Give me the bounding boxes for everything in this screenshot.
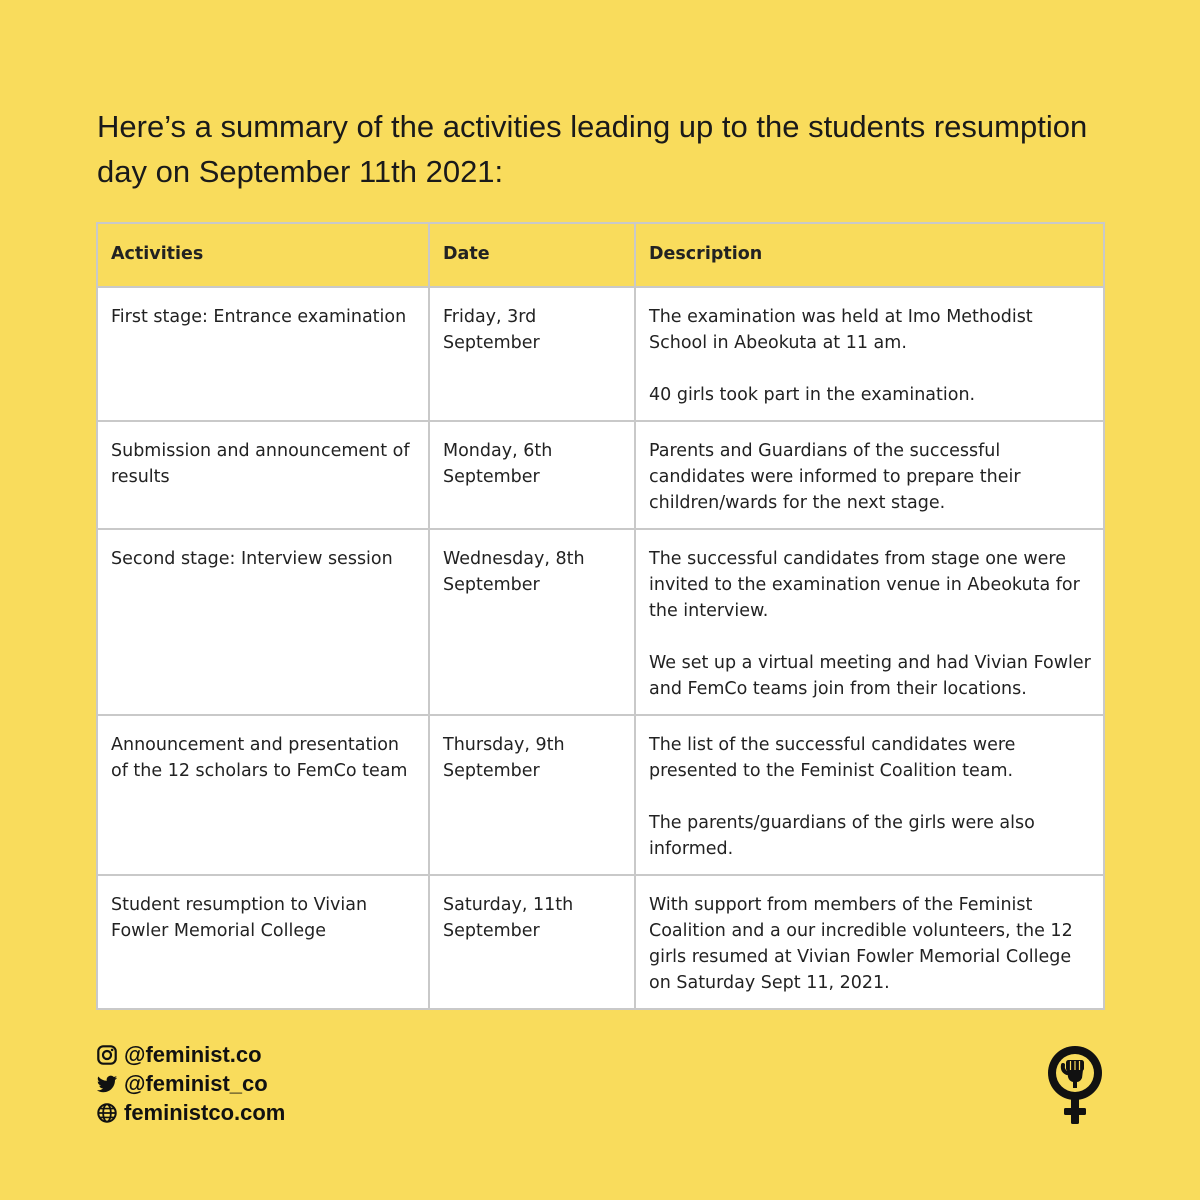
column-header-date: Date [429, 223, 635, 287]
column-header-description: Description [635, 223, 1104, 287]
activity-cell: Announcement and presentation of the 12 scholars to FemCo team [97, 715, 429, 875]
instagram-icon [96, 1044, 118, 1066]
date-cell: Monday, 6th September [429, 421, 635, 529]
instagram-link[interactable] [96, 1040, 285, 1069]
instagram-handle[interactable]: @feminist.co [124, 1042, 262, 1067]
website-url[interactable]: feministco.com [124, 1100, 286, 1125]
activities-table [96, 222, 1105, 1010]
activity-cell: Second stage: Interview session [97, 529, 429, 715]
column-header-activities: Activities [97, 223, 429, 287]
description-cell [635, 875, 1104, 1009]
description-cell [635, 529, 1104, 715]
website-link[interactable] [96, 1098, 285, 1127]
twitter-icon [96, 1073, 118, 1095]
activity-cell: Student resumption to Vivian Fowler Memorial College [97, 875, 429, 1009]
date-cell: Thursday, 9th September [429, 715, 635, 875]
description-paragraph: We set up a virtual meeting and had Vivian Fowler and FemCo teams join from their locations. [649, 653, 1091, 699]
description-paragraph: Parents and Guardians of the successful candidates were informed to prepare their children/wards for the next stage. [649, 441, 1021, 513]
description-cell [635, 715, 1104, 875]
description-cell [635, 421, 1104, 529]
globe-icon [96, 1102, 118, 1124]
headline: Here’s a summary of the activities leading up to the students resumption day on September 11th 2021: [97, 109, 1088, 189]
table-row [97, 421, 1104, 529]
description-paragraph: With support from members of the Feminist Coalition and a our incredible volunteers, the 12 girls resumed at Vivian Fowler Memorial College on Saturday Sept 11, 2021. [649, 895, 1073, 993]
description-paragraph: The list of the successful candidates were presented to the Feminist Coalition team. [649, 735, 1016, 781]
table-row [97, 287, 1104, 421]
date-cell: Wednesday, 8th September [429, 529, 635, 715]
description-paragraph: The examination was held at Imo Methodist School in Abeokuta at 11 am. [649, 307, 1033, 353]
twitter-link[interactable] [96, 1069, 285, 1098]
description-paragraph: The successful candidates from stage one were invited to the examination venue in Abeokuta for the interview. [649, 549, 1080, 621]
description-paragraph: 40 girls took part in the examination. [649, 385, 976, 405]
feminist-fist-logo-icon [1040, 1040, 1110, 1126]
table-header-row [97, 223, 1104, 287]
activity-cell: Submission and announcement of results [97, 421, 429, 529]
description-paragraph: The parents/guardians of the girls were also informed. [649, 813, 1035, 859]
date-cell: Saturday, 11th September [429, 875, 635, 1009]
table-row [97, 875, 1104, 1009]
social-links [96, 1040, 285, 1127]
table-row [97, 529, 1104, 715]
date-cell: Friday, 3rd September [429, 287, 635, 421]
table-row [97, 715, 1104, 875]
activity-cell: First stage: Entrance examination [97, 287, 429, 421]
description-cell [635, 287, 1104, 421]
twitter-handle[interactable]: @feminist_co [124, 1071, 268, 1096]
